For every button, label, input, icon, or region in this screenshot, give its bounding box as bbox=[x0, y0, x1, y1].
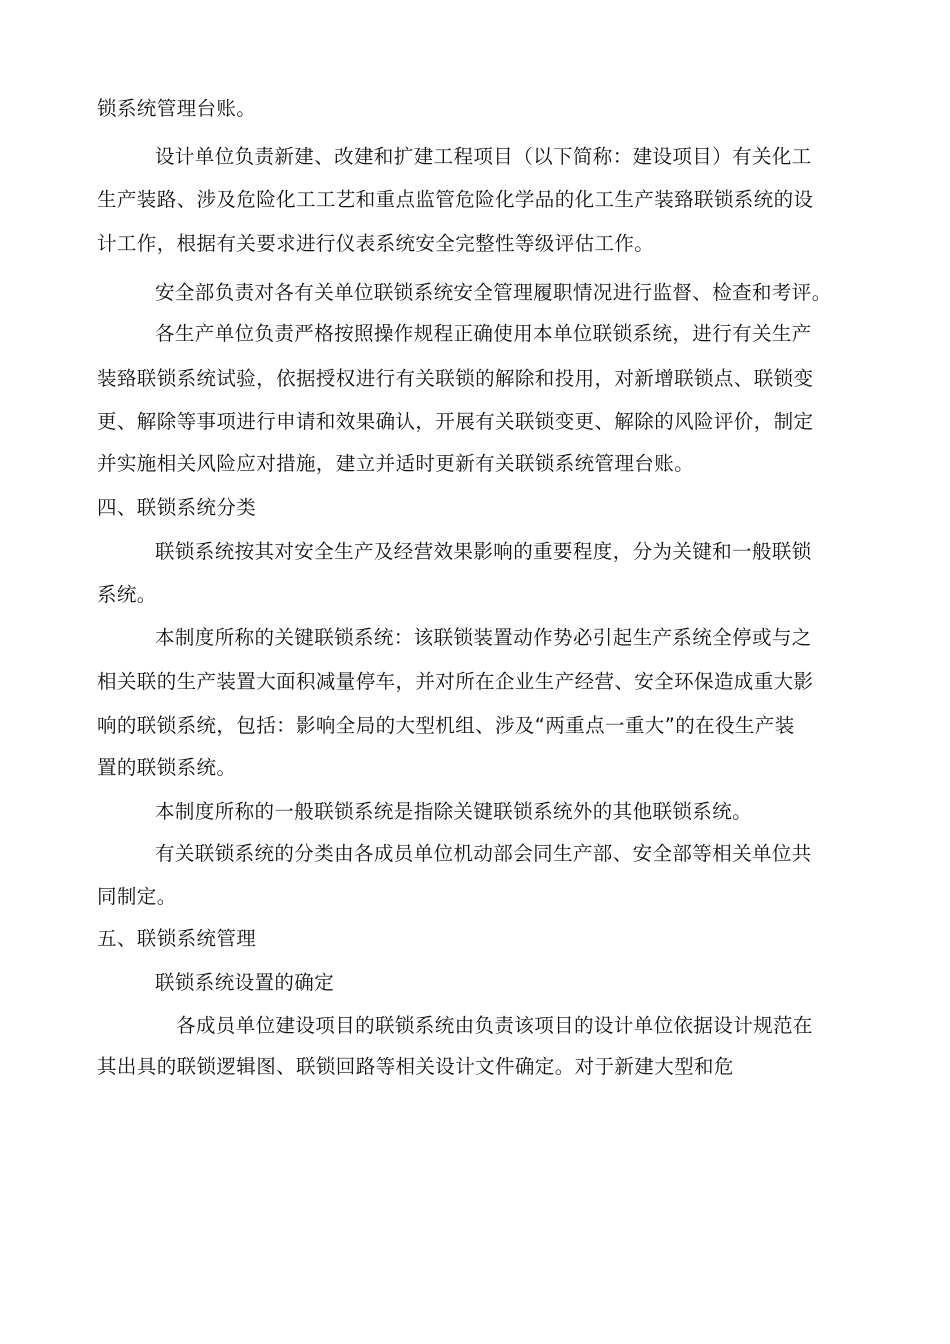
text-line: 生产装路、涉及危险化工工艺和重点监管危险化学品的化工生产装臵联锁系统的设 bbox=[97, 188, 814, 211]
text-line: 本制度所称的一般联锁系统是指除关键联锁系统外的其他联锁系统。 bbox=[155, 800, 753, 823]
text-line: 更、解除等事项进行申请和效果确认，开展有关联锁变更、解除的风险评价，制定 bbox=[97, 410, 814, 433]
text-line: 各生产单位负责严格按照操作规程正确使用本单位联锁系统，进行有关生产 bbox=[155, 322, 812, 345]
text-line: 其出具的联锁逻辑图、联锁回路等相关设计文件确定。对于新建大型和危 bbox=[97, 1055, 734, 1078]
text-line: 锁系统管理台账。 bbox=[97, 97, 257, 120]
text-line: 相关联的生产装置大面积减量停车，并对所在企业生产经营、安全环保造成重大影 bbox=[97, 670, 814, 693]
text-line: 联锁系统按其对安全生产及经营效果影响的重要程度，分为关键和一般联锁 bbox=[155, 540, 812, 563]
text-line: 同制定。 bbox=[97, 885, 177, 908]
text-line: 响的联锁系统，包括：影响全局的大型机组、涉及“两重点一重大”的在役生产装 bbox=[97, 714, 795, 737]
text-line: 安全部负责对各有关单位联锁系统安全管理履职情况进行监督、检查和考评。 bbox=[155, 281, 832, 304]
text-line: 本制度所称的关键联锁系统：该联锁装置动作势必引起生产系统全停或与之 bbox=[155, 626, 812, 649]
subsection-heading: 联锁系统设置的确定 bbox=[155, 971, 335, 994]
text-line: 置的联锁系统。 bbox=[97, 756, 237, 779]
text-line: 有关联锁系统的分类由各成员单位机动部会同生产部、安全部等相关单位共 bbox=[155, 842, 812, 865]
section-heading: 四、联锁系统分类 bbox=[97, 496, 257, 519]
text-line: 装臵联锁系统试验，依据授权进行有关联锁的解除和投用，对新增联锁点、联锁变 bbox=[97, 367, 814, 390]
text-line: 各成员单位建设项目的联锁系统由负责该项目的设计单位依据设计规范在 bbox=[176, 1014, 813, 1037]
text-line: 设计单位负责新建、改建和扩建工程项目（以下简称：建设项目）有关化工 bbox=[155, 145, 812, 168]
text-line: 计工作，根据有关要求进行仪表系统安全完整性等级评估工作。 bbox=[97, 232, 655, 255]
text-line: 并实施相关风险应对措施，建立并适时更新有关联锁系统管理台账。 bbox=[97, 452, 695, 475]
section-heading: 五、联锁系统管理 bbox=[97, 927, 257, 950]
text-line: 系统。 bbox=[97, 583, 157, 606]
